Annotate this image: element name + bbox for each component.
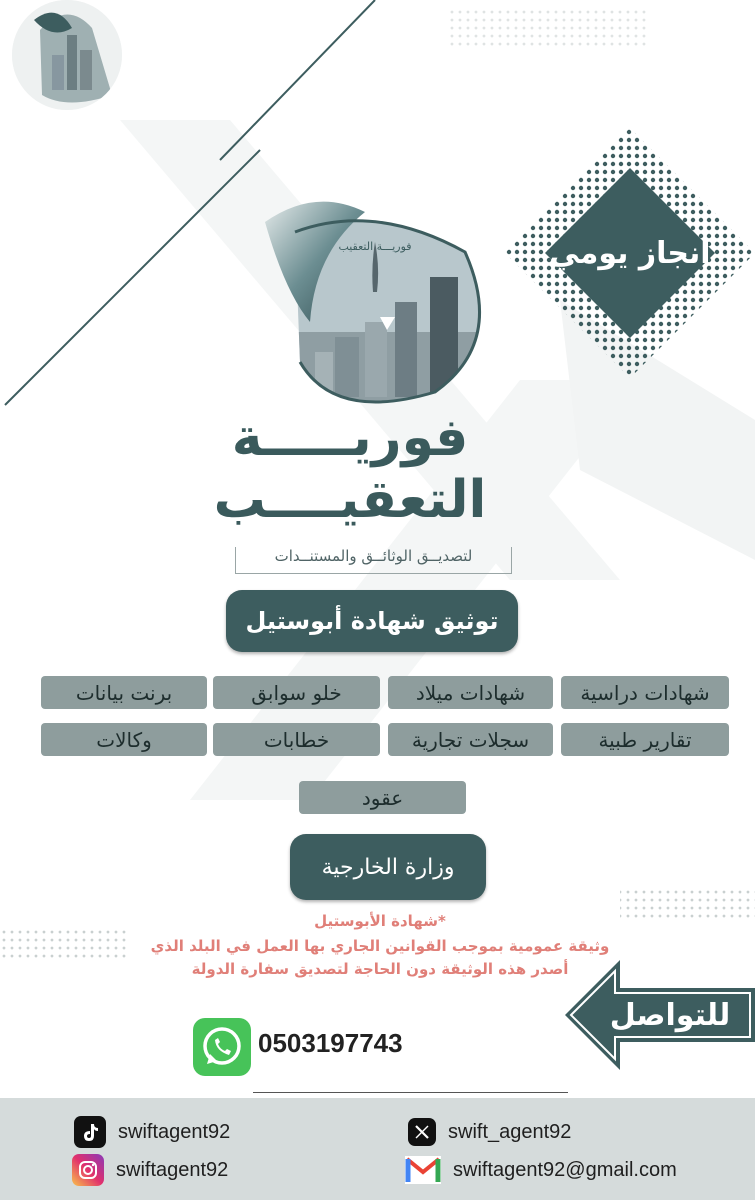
gmail-link[interactable] (405, 1156, 677, 1184)
service-item: شهادات ميلاد (388, 676, 553, 709)
gmail-address: swiftagent92@gmail.com (453, 1158, 677, 1181)
x-link[interactable] (408, 1118, 571, 1146)
small-logo (12, 0, 122, 110)
daily-badge (505, 128, 755, 378)
service-item: برنت بيانات (41, 676, 207, 709)
tiktok-link[interactable] (74, 1116, 230, 1148)
instagram-link[interactable] (72, 1154, 228, 1186)
service-item: عقود (299, 781, 466, 814)
phone-number[interactable]: 0503197743 (258, 1028, 403, 1058)
brand-mini-label: فوريـــة التعقيب (338, 240, 412, 253)
tiktok-icon (74, 1116, 106, 1148)
note-line2: أصدر هذه الوثيقة دون الحاجة لتصديق سفارة الدولة (191, 960, 569, 978)
x-handle: swift_agent92 (448, 1120, 572, 1143)
daily-badge-label: انجاز يومي (549, 235, 711, 271)
main-service-badge: توثيق شهادة أبوستيل (226, 590, 518, 652)
brand-title-line1: فوريـــــة (231, 408, 469, 468)
contact-arrow (565, 960, 755, 1070)
service-item: خلو سوابق (213, 676, 380, 709)
instagram-handle: swiftagent92 (116, 1158, 229, 1181)
service-item: تقارير طبية (561, 723, 729, 756)
divider (253, 1092, 568, 1093)
tiktok-handle: swiftagent92 (118, 1120, 231, 1143)
service-item: سجلات تجارية (388, 723, 553, 756)
service-item: شهادات دراسية (561, 676, 729, 709)
brand-title-line2: التعقيــــب (213, 470, 487, 530)
service-item: خطابات (213, 723, 380, 756)
note-line1: وثيقة عمومية بموجب القوانين الجاري بها العمل في البلد الذي (150, 937, 610, 955)
whatsapp-icon[interactable] (193, 1018, 251, 1076)
ministry-badge: وزارة الخارجية (290, 834, 486, 900)
contact-label: للتواصل (609, 997, 731, 1033)
service-item: وكالات (41, 723, 207, 756)
instagram-icon (72, 1154, 104, 1186)
brand-tagline: لتصديــق الوثائــق والمستنــدات (235, 547, 512, 574)
gmail-icon (405, 1156, 441, 1184)
brand-logo (255, 192, 490, 410)
social-footer (0, 1098, 755, 1200)
x-icon (408, 1118, 436, 1146)
note-title: *شهادة الأبوستيل (314, 912, 446, 930)
